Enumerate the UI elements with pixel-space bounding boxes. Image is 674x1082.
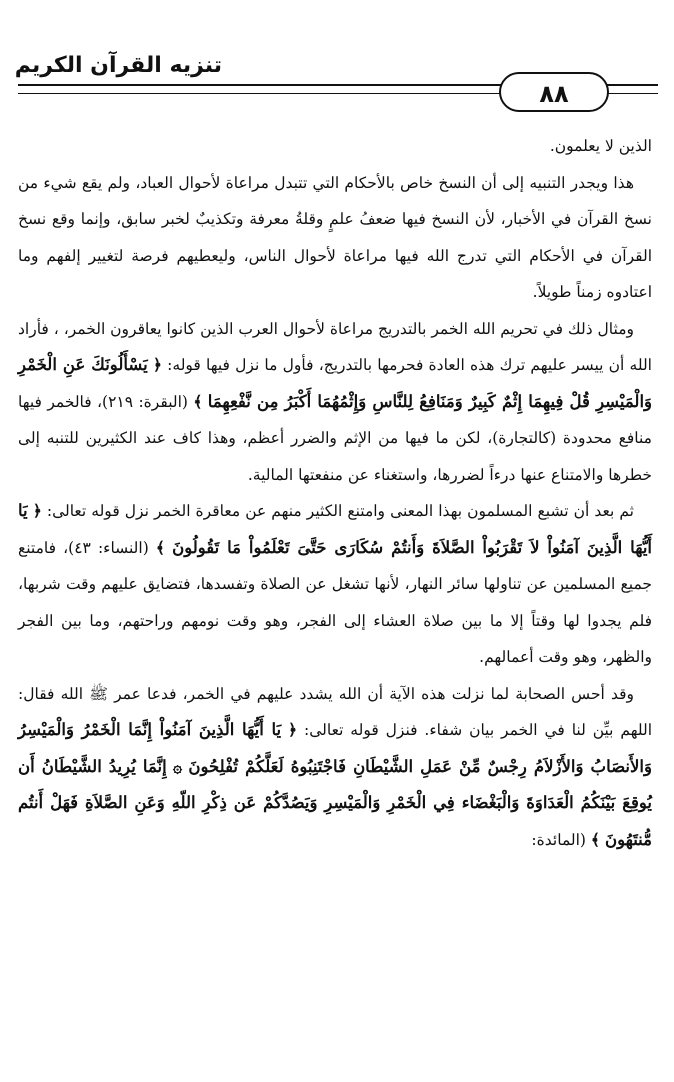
quran-verse-maidah-1: يَا أَيُّهَا الَّذِينَ آمَنُواْ إِنَّمَا الْخَمْرُ وَالْمَيْسِرُ وَالأَنصَابُ وَالأَزْلاَمُ رِجْسٌ مِّنْ عَمَلِ الشَّيْطَانِ فَاجْتَنِبُوهُ لَعَلَّكُمْ تُفْلِحُونَ xyxy=(18,720,652,776)
quran-close-bracket: ﴾ xyxy=(155,537,165,557)
page-number: ٨٨ xyxy=(499,72,609,112)
body-text xyxy=(18,128,652,858)
paragraph-text: ومثال ذلك في تحريم الله الخمر بالتدريج مراعاة لأحوال العرب الذين كانوا يعاقرون الخمر، ، فأراد الله أن ييسر عليهم ترك هذه العادة فحرمها بالتدريج، فأول ما نزل فيها قوله: xyxy=(18,319,652,374)
paragraph-second-verse xyxy=(18,493,652,676)
quran-close-bracket: ﴾ xyxy=(590,829,601,849)
quran-close-bracket: ﴾ xyxy=(193,391,203,411)
verse-separator: ۞ xyxy=(172,756,183,776)
quran-verse-baqarah: يَسْأَلُونَكَ عَنِ الْخَمْرِ وَالْمَيْسِرِ قُلْ فِيهِمَا إِثْمٌ كَبِيرٌ وَمَنَافِعُ لِلنَّاسِ وَإِثْمُهُمَا أَكْبَرُ مِن نَّفْعِهِمَا xyxy=(18,355,652,411)
quran-open-bracket: ﴿ xyxy=(32,501,42,520)
quran-open-bracket: ﴿ xyxy=(152,355,162,374)
verse-reference-text: (المائدة: xyxy=(531,830,586,849)
quran-verse-maidah-2: إِنَّمَا يُرِيدُ الشَّيْطَانُ أَن يُوقِعَ بَيْنَكُمُ الْعَدَاوَةَ وَالْبَغْضَاء فِي الْخَمْرِ وَالْمَيْسِرِ وَيَصُدَّكُمْ عَن ذِكْرِ اللّهِ وَعَنِ الصَّلاَةِ فَهَلْ أَنتُم مُّنتَهُونَ xyxy=(18,756,652,849)
paragraph-first-verse xyxy=(18,311,652,494)
quran-open-bracket: ﴿ xyxy=(288,720,298,739)
paragraph-abrogation-note: هذا ويجدر التنبيه إلى أن النسخ خاص بالأحكام التي تتبدل مراعاة لأحوال العباد، ولم يقع شيء من نسخ القرآن في الأخبار، لأن النسخ فيها ضعفُ علمٍ وقلةُ معرفة وتكذيبٌ لخبر سابق، وإنما وقع نسخ القرآن في الأحكام التي تدرج الله فيها مراعاة لأحوال الناس، وليعطيهم فرصة لتغيير إلفهم وما اعتادوه زمناً طويلاً. xyxy=(18,173,652,301)
running-header-title: تنزيه القرآن الكريم xyxy=(14,53,222,78)
verse-reference-text: (النساء: ٤٣)، فامتنع جميع المسلمين عن تناولها سائر النهار، لأنها تشغل عن الصلاة وتفسدها، فتضايق عليهم وقت شربها، فلم يجدوا لها وقتاً إلا ما بين صلاة العشاء إلى الفجر، وهو وقت نومهم وراحتهم، وما بين الفجر والظهر، وهو وقت أعمالهم. xyxy=(18,538,652,666)
quran-verse-nisa: يَا أَيُّهَا الَّذِينَ آمَنُواْ لاَ تَقْرَبُواْ الصَّلاَةَ وَأَنتُمْ سُكَارَى حَتَّىَ تَعْلَمُواْ مَا تَقُولُونَ xyxy=(18,501,652,557)
paragraph-text: وقد أحس الصحابة لما نزلت هذه الآية أن الله يشدد عليهم في الخمر، فدعا عمر ﷺ الله فقال: اللهم بيِّن لنا في الخمر بيان شفاء. فنزل قوله تعالى: xyxy=(18,684,652,739)
paragraph-continuation: الذين لا يعلمون. xyxy=(549,137,652,155)
paragraph-text: ثم بعد أن تشبع المسلمون بهذا المعنى وامتنع الكثير منهم عن معاقرة الخمر نزل قوله تعالى: xyxy=(46,502,634,520)
verse-reference-text: (البقرة: ٢١٩)، فالخمر فيها منافع محدودة (كالتجارة)، لكن ما فيها من الإثم والضرر أعظم، وهذا كاف عند الكثيرين للتنبه إلى خطرها والامتناع عنها درءاً لضررها، واستغناء عن منفعتها المالية. xyxy=(18,392,652,484)
paragraph-third-verse xyxy=(18,676,652,859)
